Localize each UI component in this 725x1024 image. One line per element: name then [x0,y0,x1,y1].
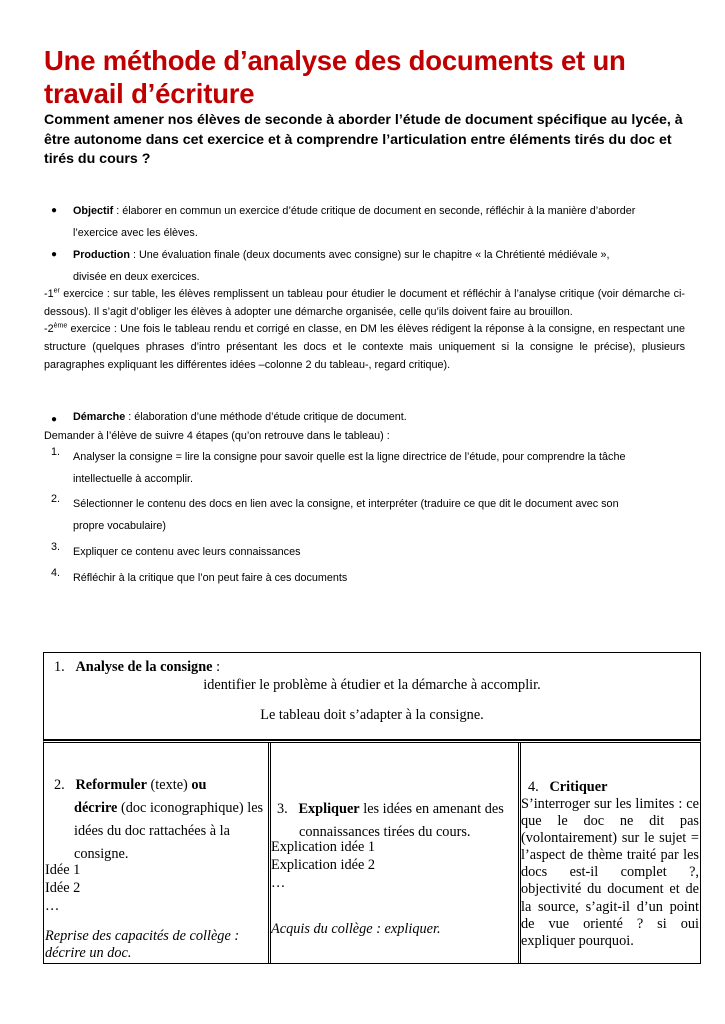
idee-2: Idée 2 [45,880,81,896]
bullet-marker: ● [51,249,58,260]
step-item: Expliquer ce contenu avec leurs connaissances [73,546,301,558]
reformuler-line-4: consigne. [74,846,129,862]
college-acquis-note: Acquis du collège : expliquer. [271,921,441,937]
critiquer-title: Critiquer [549,779,608,795]
demarche-intro: Demander à l’élève de suivre 4 étapes (qu’on retrouve dans le tableau) : [44,430,390,442]
expliquer-rest: les idées en amenant des [359,801,504,817]
cell-reformuler [44,743,269,963]
step-number: 2. [51,493,61,505]
decrire-rest: (doc iconographique) les [117,800,264,816]
exercise-text: exercice : sur table, les élèves remplissent un tableau pour étudier le document et réfléchir à l’analyse critique (voir démarche ci-dessous). Il s’agit d’obliger les élèves à adopter une démarche organisée, celle qu’ils doivent faire au brouillon. [44,288,685,318]
exercise-2-paragraph [44,320,685,374]
table-row-analyse [43,652,701,740]
analyse-number: 1. [54,659,65,675]
bullet-marker: ● [51,205,58,216]
reformuler-number: 2. [54,777,65,793]
step-text: Analyser la consigne = lire la consigne pour savoir quelle est la ligne directrice de l’étude, pour comprendre la tâche [73,451,626,463]
page-title: Une méthode d’analyse des documents et un travail d’écriture [44,45,626,109]
table-row-steps [43,740,701,964]
step-text-continued: propre vocabulaire) [73,520,167,532]
critiquer-line: la source, s’agit-il d’un point [521,898,699,915]
reformuler-word: Reformuler [75,777,147,793]
critiquer-number: 4. [528,779,539,795]
reformuler-ou: ou [191,777,207,793]
reformuler-texte: (texte) [146,777,192,793]
bullet-demarche [73,408,685,426]
college-capacity-note [45,928,239,962]
step-number: 4. [51,567,61,579]
critiquer-line: expliquer pourquoi. [521,932,634,949]
idee-ellipsis: … [45,898,60,914]
exercise-sup: ème [53,322,68,330]
decrire-word: décrire [74,800,118,816]
critiquer-line: docs est-il complet ?, [521,864,699,881]
critiquer-line: de vue orienté ? si oui [521,915,699,932]
analyse-text-line-1: identifier le problème à étudier et la démarche à accomplir. [203,677,541,693]
idee-list [45,861,80,915]
expliquer-line-2: connaissances tirées du cours. [299,824,471,840]
step-item: Réfléchir à la critique que l’on peut faire à ces documents [73,572,348,584]
expliquer-number: 3. [277,801,288,817]
reformuler-line-2 [54,800,263,816]
bullet-label: Démarche [73,411,126,423]
critiquer-line: objectivité du document et de [521,881,699,898]
page-subtitle: Comment amener nos élèves de seconde à aborder l’étude de document spécifique au lycée, à être autonome dans cet exercice et à comprendre l’articulation entre éléments tirés du doc et tirés du cours ? [44,112,683,167]
analyse-title: Analyse de la consigne [75,659,213,675]
bullet-label: Objectif [73,205,114,217]
reformuler-line-3: idées du doc rattachées à la [74,823,230,839]
idee-1: Idée 1 [45,862,81,878]
critiquer-line: que le doc ne dit pas [521,813,699,830]
critiquer-text [521,796,699,950]
college-note-line-1: Reprise des capacités de collège : [45,928,240,944]
college-note-line-2: décrire un doc. [45,945,132,961]
bullet-label: Production [73,249,130,261]
step-number: 3. [51,541,61,553]
explication-1: Explication idée 1 [271,839,376,855]
analyse-text-line-2: Le tableau doit s’adapter à la consigne. [260,707,484,723]
bullet-marker: ● [51,414,58,425]
step-item [73,446,685,490]
bullet-production [73,244,685,288]
critiquer-line: (volontairement) sur le sujet = [521,830,699,847]
bullet-text: : Une évaluation finale (deux documents avec consigne) sur le chapitre « la Chrétienté médiévale », [129,249,610,261]
analyse-heading [54,659,220,676]
cell-critiquer [520,743,700,963]
bullet-text-continued: divisée en deux exercices. [73,271,200,283]
critiquer-line: l’aspect de thème traité par les [521,847,699,864]
critiquer-heading [528,778,607,796]
explication-2: Explication idée 2 [271,857,376,873]
explication-list [271,838,375,892]
exercise-prefix: -2 [44,323,54,335]
bullet-text-continued: l’exercice avec les élèves. [73,227,198,239]
exercise-prefix: -1 [44,288,54,300]
critiquer-line: S’interroger sur les limites : ce [521,796,699,812]
exercise-text: exercice : Une fois le tableau rendu et corrigé en classe, en DM les élèves rédigent la réponse à la consigne, en respectant une structure (quelques phrases d’intro présentant les docs et le contexte mais uniquement si la consigne le précise), plusieurs paragraphes expliquant les différentes idées –colonne 2 du tableau-, regard critique). [44,323,685,371]
step-text-continued: intellectuelle à accomplir. [73,473,194,485]
bullet-text: : élaboration d’une méthode d’étude critique de document. [125,411,407,423]
cell-expliquer [270,743,519,963]
step-item [73,493,685,537]
step-number: 1. [51,446,61,458]
bullet-text: : élaborer en commun un exercice d’étude critique de document en seconde, réfléchir à la manière d’aborder [113,205,636,217]
bullet-objectif [73,200,685,244]
reformuler-heading [54,774,269,866]
explication-ellipsis: … [271,875,286,891]
exercise-sup: er [53,287,60,295]
analyse-colon: : [212,659,221,675]
expliquer-word: Expliquer [298,801,360,817]
step-text: Sélectionner le contenu des docs en lien avec la consigne, et interpréter (traduire ce que dit le document avec son [73,498,619,510]
exercise-1-paragraph [44,285,685,321]
